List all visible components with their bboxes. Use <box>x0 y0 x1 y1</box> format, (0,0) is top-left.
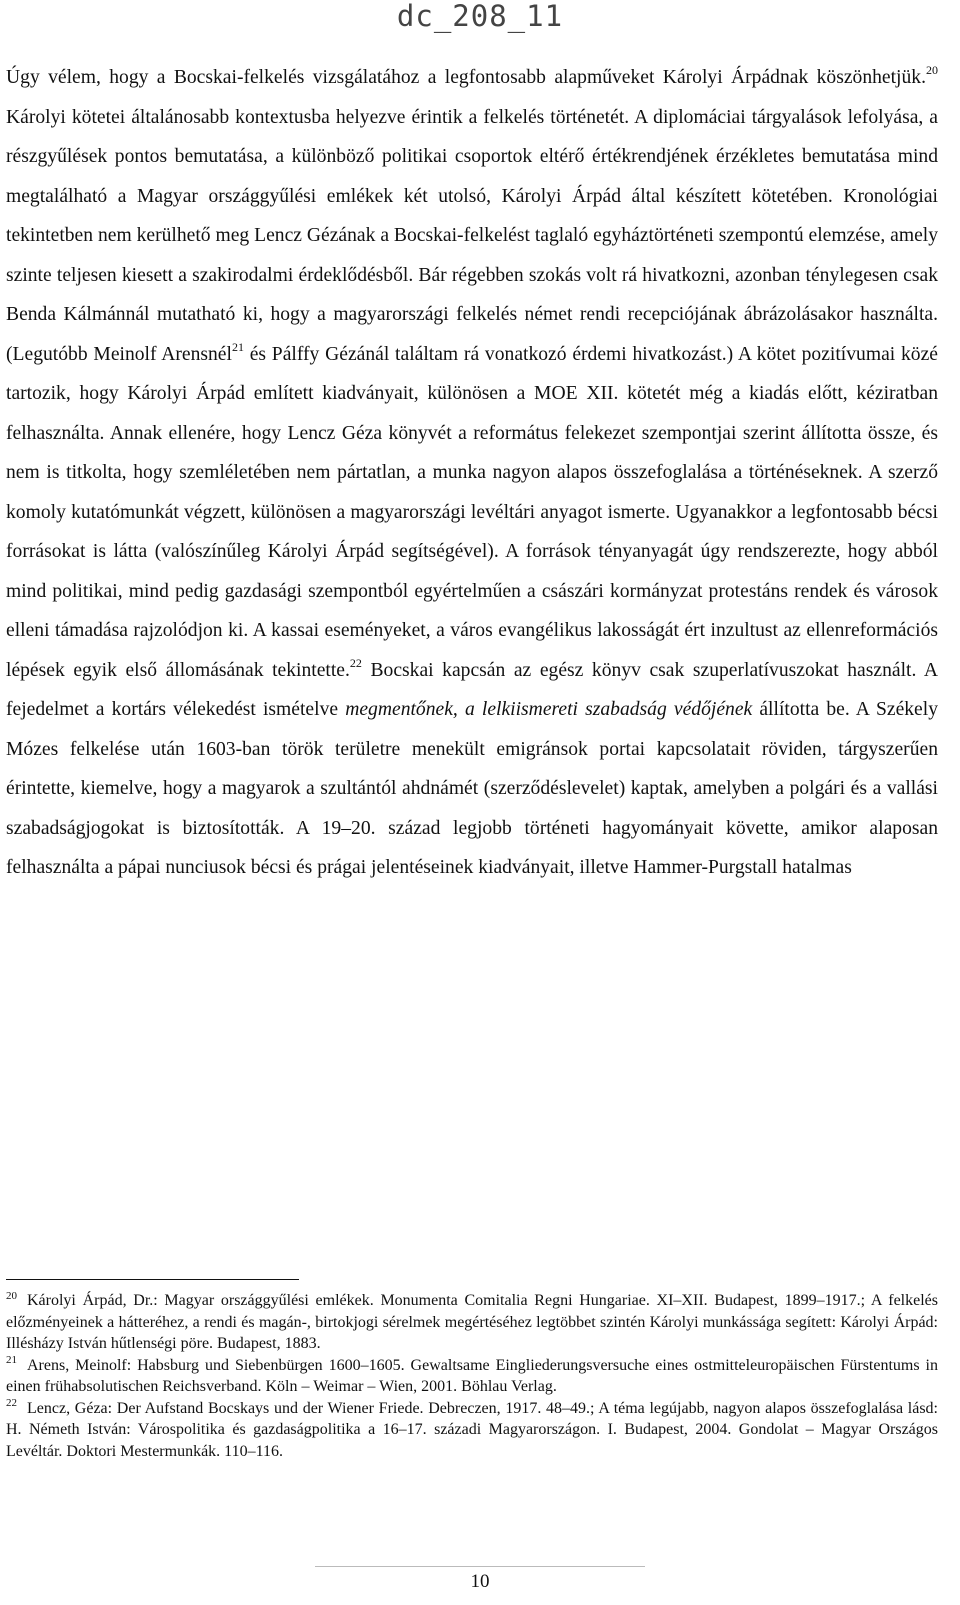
body-text-part-5: állította be. A Székely Mózes felkelése után 1603-ban török területre menekült emigránsok portai kapcsolatait röviden, tárgyszerűen érintette, kiemelve, hogy a magyarok a szultántól ahdnámét (szerződéslevelet) kaptak, amelyben a polgári és a vallási szabadságjogokat is biztosították. A 19–20. század legjobb történeti hagyományait követte, amikor alaposan felhasználta a pápai nunciusok bécsi és prágai jelentéseinek kiadványait, illetve Hammer-Purgstall hatalmas <box>6 699 938 878</box>
footnote-number: 20 <box>6 1289 17 1302</box>
footnote-number: 21 <box>6 1354 17 1367</box>
document-code-header: dc_208_11 <box>396 0 564 33</box>
page-number-rule <box>315 1566 645 1567</box>
body-text <box>6 58 938 888</box>
body-paragraph <box>6 58 938 888</box>
body-text-part-3: és Pálffy Gézánál találtam rá vonatkozó érdemi hivatkozást.) A kötet pozitívumai közé tartozik, hogy Károlyi Árpád említett kiadványait, különösen a MOE XII. kötetét még a kiadás előtt, kéziratban felhasználta. Annak ellenére, hogy Lencz Géza könyvét a református felekezet szempontjai szerint állította össze, és nem is titkolta, hogy szemléletében nem pártatlan, a munka nagyon alapos összefoglalása a történéseknek. A szerző komoly kutatómunkát végzett, különösen a magyarországi levéltári anyagot ismerte. Ugyanakkor a legfontosabb bécsi forrásokat is látta (valószínűleg Károlyi Árpád segítségével). A források tényanyagát úgy rendszerezte, hogy abból mind politikai, mind pedig gazdasági szempontból egyértelműen a császári kormányzat protestáns rendek és városok elleni támadása rajzolódjon ki. A kassai eseményeket, a város evangélikus lakosságát ért inzultust az ellenreformációs lépések egyik első állomásának tekintette. <box>6 343 938 681</box>
footnote-22 <box>6 1398 938 1463</box>
footnote-text: Arens, Meinolf: Habsburg und Siebenbürgen 1600–1605. Gewaltsame Eingliederungsversuche eines ostmitteleuropäischen Fürstentums in einen frühabsolutischen Reichsverband. Köln – Weimar – Wien, 2001. Böhlau Verlag. <box>6 1356 938 1395</box>
footnote-text: Károlyi Árpád, Dr.: Magyar országgyűlési emlékek. Monumenta Comitalia Regni Hungariae. XI–XII. Budapest, 1899–1917.; A felkelés előzményeinek a hátteréhez, a rendi és magán-, birtokjogi sérelmek megértéséhez legtöbbet szintén Károlyi munkássága segített: Károlyi Árpád: Illésházy István hűtlenségi pöre. Budapest, 1883. <box>6 1292 938 1352</box>
page-number: 10 <box>470 1571 490 1592</box>
footnote-21 <box>6 1355 938 1398</box>
footnote-text: Lencz, Géza: Der Aufstand Bocskays und der Wiener Friede. Debreczen, 1917. 48–49.; A téma legújabb, nagyon alapos összefoglalása lásd: H. Németh István: Várospolitika és gazdaságpolitika a 16–17. századi Magyarországon. I. Budapest, 2004. Gondolat – Magyar Országos Levéltár. Doktori Mestermunkák. 110–116. <box>6 1399 938 1460</box>
footnotes <box>6 1290 938 1462</box>
footnote-ref-20[interactable]: 20 <box>926 63 938 78</box>
body-text-part-2: Károlyi kötetei általánosabb kontextusba helyezve érintik a felkelés történetét. A diplomáciai tárgyalások lefolyása, a részgyűlések pontos bemutatása, a különböző politikai csoportok eltérő értékrendjének érzékletes bemutatása mind megtalálható a Magyar országgyűlési emlékek két utolsó, Károlyi Árpád által készített kötetében. Kronológiai tekintetben nem kerülhető meg Lencz Gézának a Bocskai-felkelést taglaló egyháztörténeti szempontú elemzése, amely szinte teljesen kiesett a szakirodalmi érdeklődésből. Bár régebben szokás volt rá hivatkozni, azonban ténylegesen csak Benda Kálmánnál mutatható ki, hogy a magyarországi felkelés német rendi recepciójának ábrázolásakor használta. (Legutóbb Meinolf Arensnél <box>6 106 938 365</box>
italic-quote: megmentőnek, a lelkiismereti szabadság védőjének <box>345 699 753 720</box>
footnote-ref-22[interactable]: 22 <box>349 655 362 670</box>
body-text-part-1: Úgy vélem, hogy a Bocskai-felkelés vizsgálatához a legfontosabb alapműveket Károlyi Árpádnak köszönhetjük. <box>6 67 926 88</box>
footnote-number: 22 <box>6 1397 17 1410</box>
footnote-ref-21[interactable]: 21 <box>231 339 244 354</box>
body-text-part-4: Bocskai kapcsán az egész könyv csak szuperlatívuszokat használt. A fejedelmet a kortárs vélekedést ismételve <box>6 659 939 720</box>
footnote-20 <box>6 1290 938 1355</box>
footnote-separator <box>6 1279 299 1280</box>
